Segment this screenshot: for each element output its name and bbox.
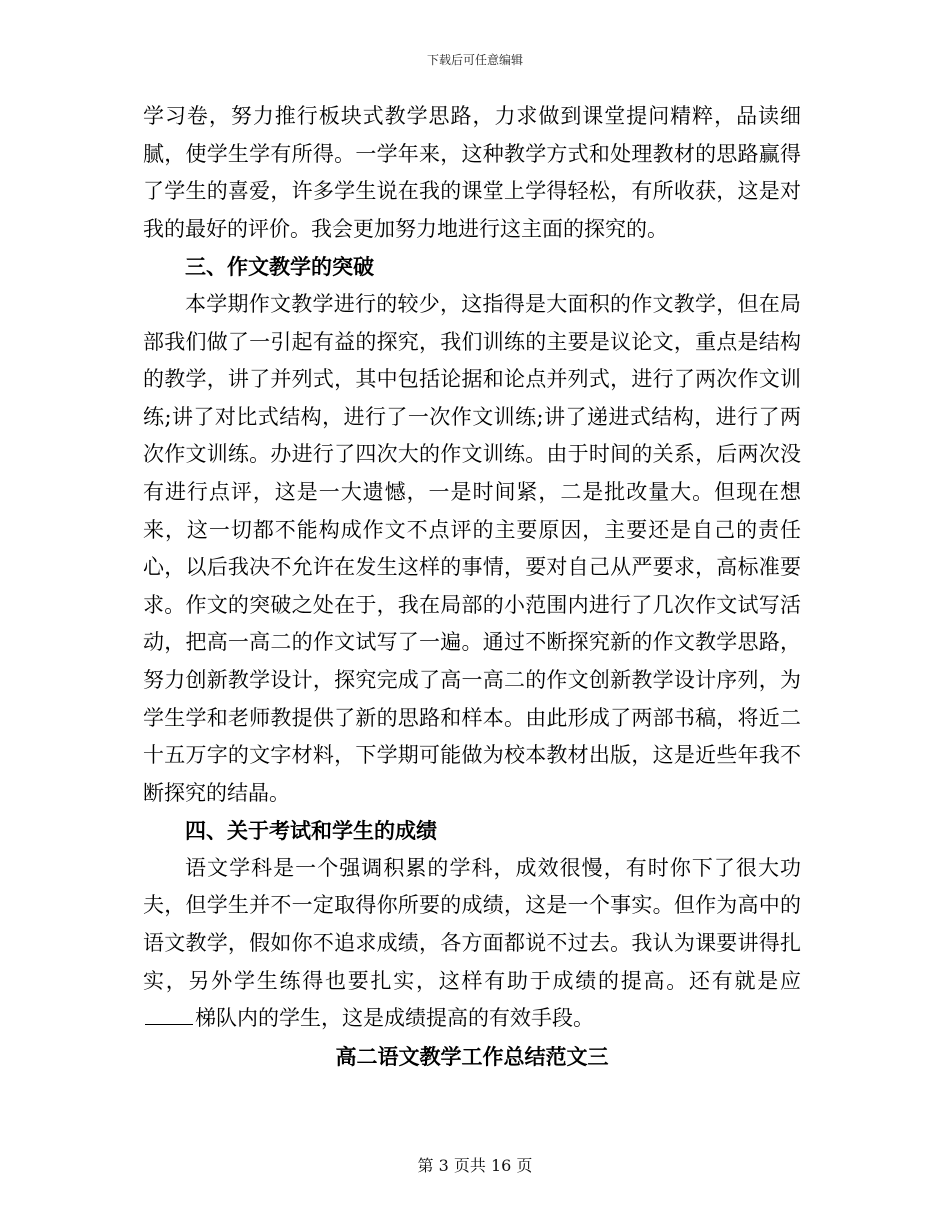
paragraph-exams-end: 梯队内的学生，这是成绩提高的有效手段。 — [195, 1006, 594, 1031]
paragraph-continued: 学习卷，努力推行板块式教学思路，力求做到课堂提问精粹，品读细腻，使学生学有所得。一学年来，这种教学方式和处理教材的思路赢得了学生的喜爱，许多学生说在我的课堂上学得轻松，有所收获，这是对我的最好的评价。我会更加努力地进行这主面的探究的。 — [143, 104, 801, 241]
section-heading-3: 三、作文教学的突破 — [185, 254, 374, 280]
page-number: 第 3 页共 16 页 — [417, 1156, 533, 1175]
fill-blank-line — [145, 1006, 193, 1025]
paragraph-exams — [143, 850, 801, 1038]
section-heading-4: 四、关于考试和学生的成绩 — [185, 818, 437, 844]
paragraph-exams-text: 语文学科是一个强调积累的学科，成效很慢，有时你下了很大功夫，但学生并不一定取得你所要的成绩，这是一个事实。但作为高中的语文教学，假如你不追求成绩，各方面都说不过去。我认为课要讲得扎实，另外学生练得也要扎实，这样有助于成绩的提高。还有就是 — [143, 855, 801, 993]
paragraph-exams-start: 应 — [780, 968, 801, 993]
page-header: 下载后可任意编辑 — [426, 53, 523, 67]
document-title: 高二语文教学工作总结范文三 — [335, 1043, 609, 1069]
paragraph-writing-teaching: 本学期作文教学进行的较少，这指得是大面积的作文教学，但在局部我们做了一引起有益的探究，我们训练的主要是议论文，重点是结构的教学，讲了并列式，其中包括论据和论点并列式，进行了两次作文训练;讲了对比式结构，进行了一次作文训练;讲了递进式结构，进行了两次作文训练。办进行了四次大的作文训练。由于时间的关系，后两次没有进行点评，这是一大遗憾，一是时间紧，二是批改量大。但现在想来，这一切都不能构成作文不点评的主要原因，主要还是自己的责任心，以后我决不允许在发生这样的事情，要对自己从严要求，高标准要求。作文的突破之处在于，我在局部的小范围内进行了几次作文试写活动，把高一高二的作文试写了一遍。通过不断探究新的作文教学思路，努力创新教学设计，探究完成了高一高二的作文创新教学设计序列，为学生学和老师教提供了新的思路和样本。由此形成了两部书稿，将近二十五万字的文字材料，下学期可能做为校本教材出版，这是近些年我不断探究的结晶。 — [143, 291, 801, 805]
document-body — [143, 98, 801, 1075]
